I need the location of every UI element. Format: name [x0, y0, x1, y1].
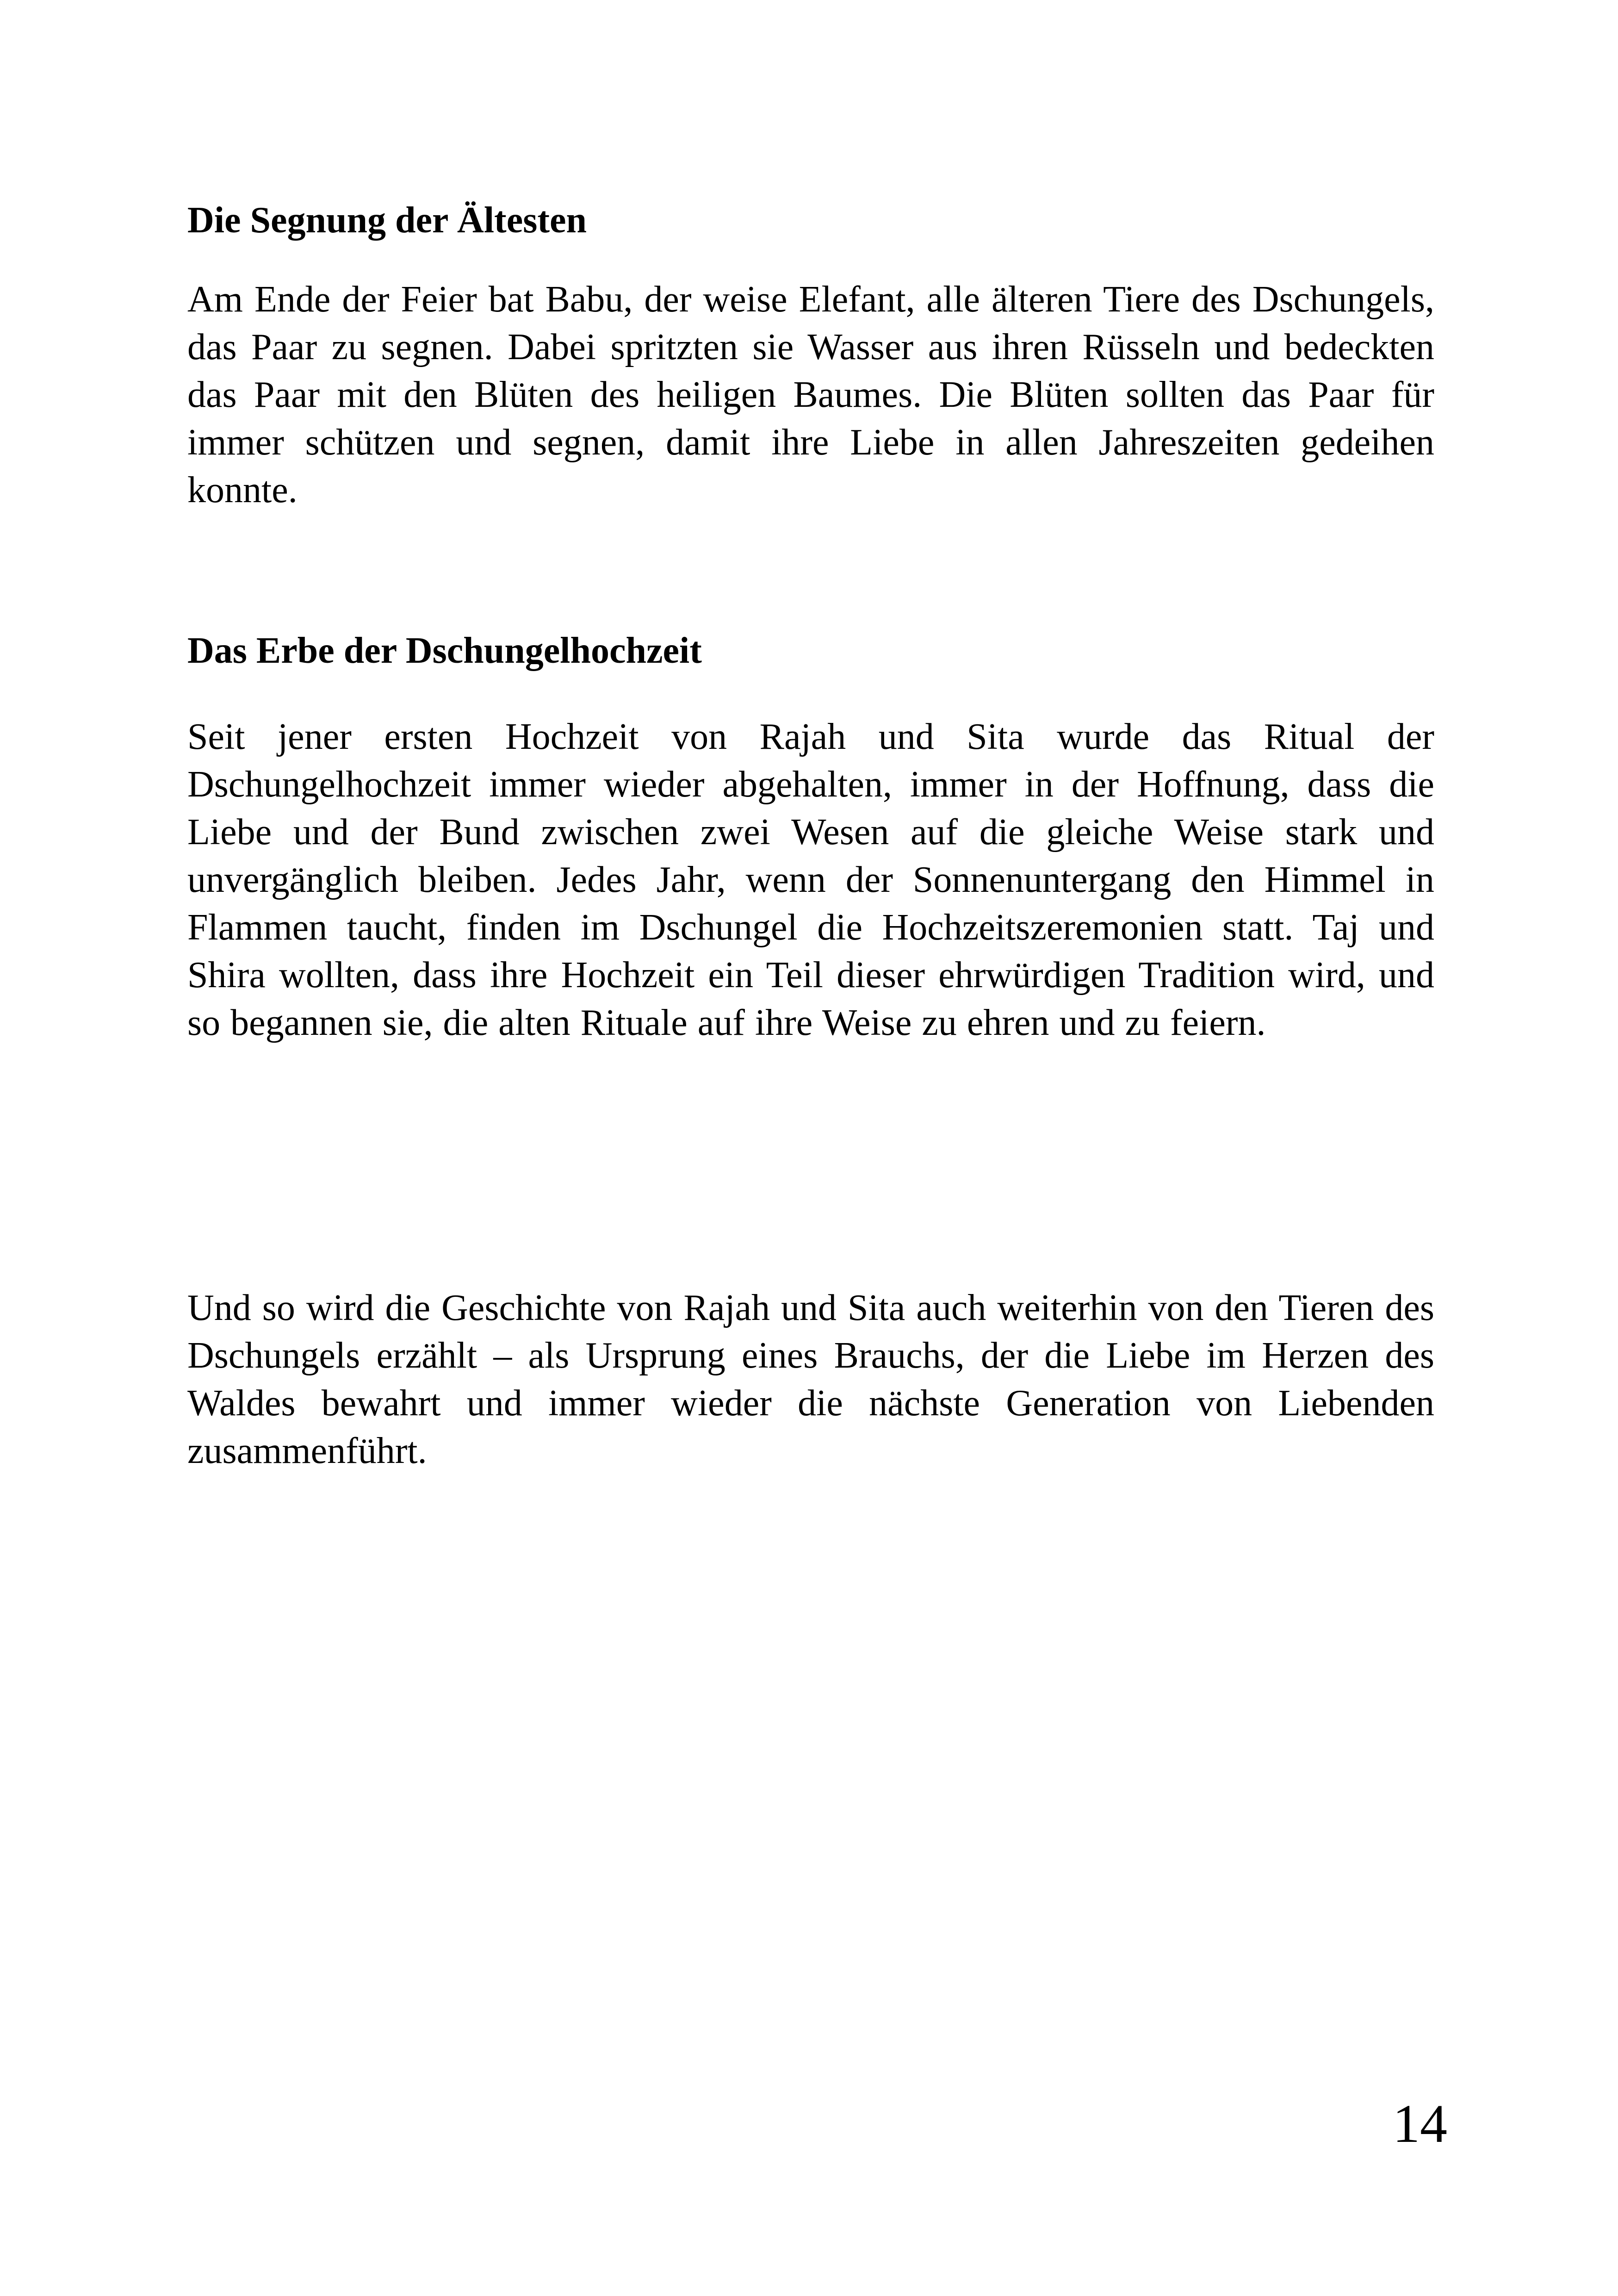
section-heading-segnung: Die Segnung der Ältesten — [187, 200, 587, 241]
paragraph-erbe: Seit jener ersten Hochzeit von Rajah und Sita wurde das Ritual der Dschungelhochzeit immer wieder abgehalten, immer in der Hoffnung, dass die Liebe und der Bund zwischen zwei Wesen auf die gleiche Weise stark und unvergänglich bleiben. Jedes Jahr, wenn der Sonnenuntergang den Himmel in Flammen taucht, finden im Dschungel die Hochzeitszeremonien statt. Taj und Shira wollten, dass ihre Hochzeit ein Teil dieser ehrwürdigen Tradition wird, und so begannen sie, die alten Rituale auf ihre Weise zu ehren und zu feiern. — [187, 716, 1434, 1043]
page-number: 14 — [1393, 2093, 1447, 2154]
paragraph-segnung: Am Ende der Feier bat Babu, der weise Elefant, alle älteren Tiere des Dschungels, das Paar zu segnen. Dabei spritzten sie Wasser aus ihren Rüsseln und bedeckten das Paar mit den Blüten des heiligen Baumes. Die Blüten sollten das Paar für immer schützen und segnen, damit ihre Liebe in allen Jahreszeiten gedeihen konnte. — [187, 279, 1434, 510]
paragraph-closing: Und so wird die Geschichte von Rajah und Sita auch weiterhin von den Tieren des Dschungels erzählt – als Ursprung eines Brauchs, der die Liebe im Herzen des Waldes bewahrt und immer wieder die nächste Generation von Liebenden zusammenführt. — [187, 1288, 1434, 1471]
section-heading-erbe: Das Erbe der Dschungelhochzeit — [187, 630, 702, 671]
